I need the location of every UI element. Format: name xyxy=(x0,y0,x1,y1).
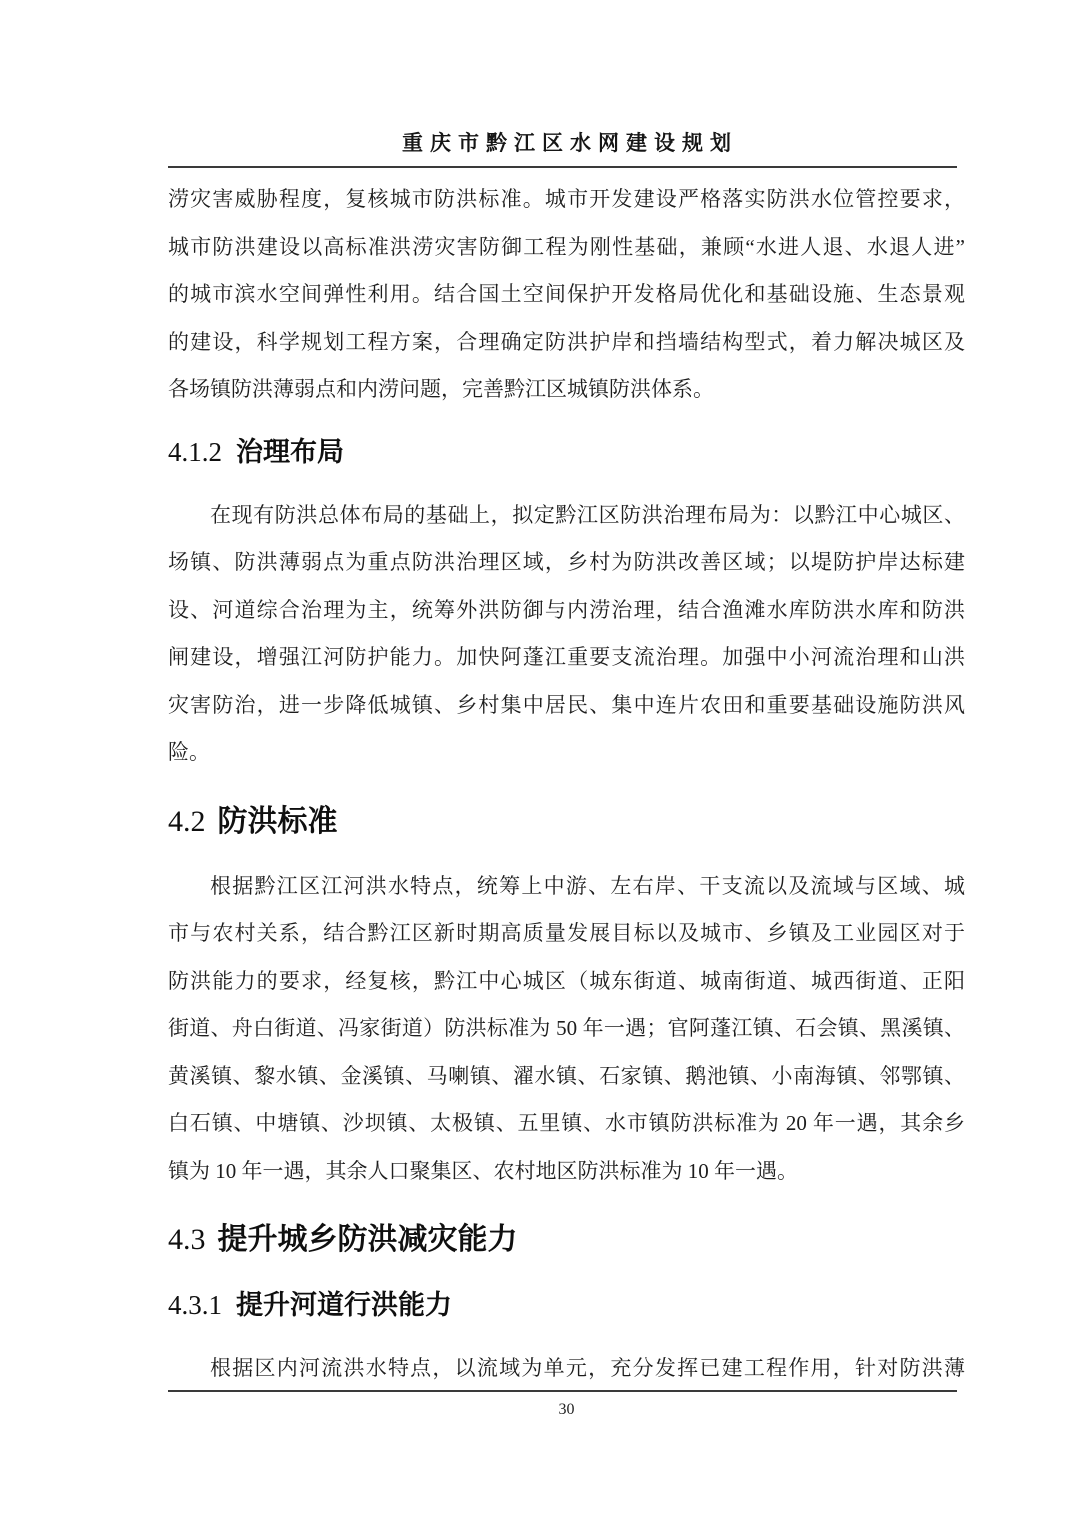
paragraph xyxy=(168,863,965,1196)
body-line: 各场镇防洪薄弱点和内涝问题，完善黔江区城镇防洪体系。 xyxy=(168,377,714,401)
section-heading-4.3.1 xyxy=(168,1282,965,1329)
page-number: 30 xyxy=(558,1401,575,1418)
body-line: 白石镇、中塘镇、沙坝镇、太极镇、五里镇、水市镇防洪标准为 20 年一遇，其余乡 xyxy=(168,1111,965,1135)
heading-number: 4.1.2 xyxy=(168,436,222,467)
body-line: 根据黔江区江河洪水特点，统筹上中游、左右岸、干支流以及流域与区域、城 xyxy=(210,873,965,898)
body-line: 涝灾害威胁程度，复核城市防洪标准。城市开发建设严格落实防洪水位管控要求， xyxy=(168,187,965,211)
heading-text: 提升河道行洪能力 xyxy=(236,1290,452,1320)
body-line: 灾害防治，进一步降低城镇、乡村集中居民、集中连片农田和重要基础设施防洪风 xyxy=(168,692,965,717)
body-line: 镇为 10 年一遇，其余人口聚集区、农村地区防洪标准为 10 年一遇。 xyxy=(168,1158,798,1183)
body-line: 市与农村关系，结合黔江区新时期高质量发展目标以及城市、乡镇及工业园区对于 xyxy=(168,921,965,945)
body-line: 根据区内河流洪水特点，以流域为单元，充分发挥已建工程作用，针对防洪薄 xyxy=(210,1356,965,1380)
heading-number: 4.3 xyxy=(168,1223,206,1256)
footer-rule xyxy=(168,1390,957,1392)
document-header-title: 重庆市黔江区水网建设规划 xyxy=(402,132,738,155)
heading-number: 4.2 xyxy=(168,804,206,838)
body-line: 黄溪镇、黎水镇、金溪镇、马喇镇、濯水镇、石家镇、鹅池镇、小南海镇、邻鄂镇、 xyxy=(168,1063,965,1088)
body-line: 城市防洪建设以高标准洪涝灾害防御工程为刚性基础，兼顾“水进人退、水退人进” xyxy=(168,234,965,259)
heading-text: 防洪标准 xyxy=(217,804,338,838)
body-line: 险。 xyxy=(168,740,210,764)
document-body xyxy=(168,176,965,1393)
section-heading-4.3 xyxy=(168,1212,965,1267)
body-line: 街道、舟白街道、冯家街道）防洪标准为 50 年一遇；官阿蓬江镇、石会镇、黑溪镇、 xyxy=(168,1016,965,1040)
paragraph xyxy=(168,176,965,414)
body-line: 防洪能力的要求，经复核，黔江中心城区（城东街道、城南街道、城西街道、正阳 xyxy=(168,968,965,993)
paragraph xyxy=(168,1345,965,1393)
header-rule xyxy=(168,166,957,168)
body-line: 场镇、防洪薄弱点为重点防洪治理区域，乡村为防洪改善区域；以堤防护岸达标建 xyxy=(168,550,965,574)
heading-text: 提升城乡防洪减灾能力 xyxy=(217,1223,518,1256)
body-line: 闸建设，增强江河防护能力。加快阿蓬江重要支流治理。加强中小河流治理和山洪 xyxy=(168,645,965,669)
heading-text: 治理布局 xyxy=(236,436,344,467)
body-line: 在现有防洪总体布局的基础上，拟定黔江区防洪治理布局为：以黔江中心城区、 xyxy=(210,502,965,527)
section-heading-4.2 xyxy=(168,794,965,849)
heading-number: 4.3.1 xyxy=(168,1290,222,1320)
paragraph xyxy=(168,492,965,777)
body-line: 设、河道综合治理为主，统筹外洪防御与内涝治理，结合渔滩水库防洪水库和防洪 xyxy=(168,597,965,622)
body-line: 的建设，科学规划工程方案，合理确定防洪护岸和挡墙结构型式，着力解决城区及 xyxy=(168,329,965,354)
body-line: 的城市滨水空间弹性利用。结合国土空间保护开发格局优化和基础设施、生态景观 xyxy=(168,282,965,306)
section-heading-4.1.2 xyxy=(168,429,965,476)
